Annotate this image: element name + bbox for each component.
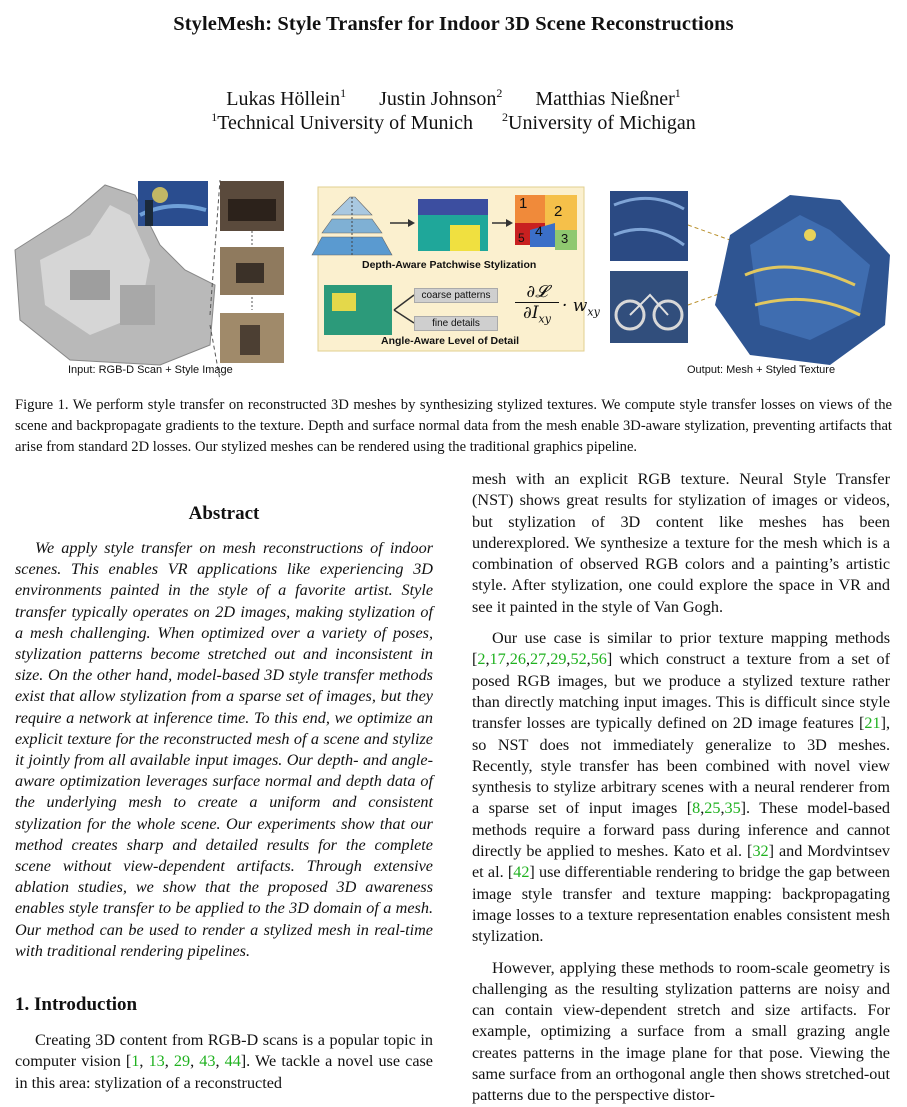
depth-aware-label: Depth-Aware Patchwise Stylization bbox=[362, 259, 537, 271]
author: Lukas Höllein$^1$ bbox=[226, 86, 347, 110]
figure-graphics bbox=[10, 175, 897, 385]
right-column bbox=[472, 469, 890, 1107]
affiliation: $^1$Technical University of Munich bbox=[211, 110, 473, 134]
patch-number: 5 bbox=[518, 231, 525, 245]
author: Matthias Nießner$^1$ bbox=[535, 86, 681, 110]
citation-link[interactable]: 1 bbox=[131, 1052, 140, 1071]
citation-link[interactable]: 52 bbox=[570, 650, 587, 669]
citation-link[interactable]: 8 bbox=[692, 799, 701, 818]
patch-number: 1 bbox=[519, 195, 528, 212]
affiliation-list bbox=[0, 104, 907, 136]
citation-link[interactable]: 29 bbox=[550, 650, 567, 669]
abstract-body: We apply style transfer on mesh reconstructions of indoor scenes. This enables VR applications like experiencing 3D environments painted in the style of a favorite artist. Style transfer typically operates on 2D images, making stylization of a mesh challenging. When optimized over a variety of poses, stylization patterns become stretched out and inconsistent in size. On the other hand, model-based 3D style transfer methods exist that allow stylization from a sparse set of images, but they require a network at inference time. To this end, we optimize an explicit texture for the reconstructed mesh of a scene and stylize it jointly from all available input images. Our depth- and angle-aware optimization leverages surface normal and depth data of the underlying mesh to create a uniform and consistent stylization for the whole scene. Our experiments show that our method creates sharp and detailed results for the complete scene without view-dependent artifacts. Through extensive ablation studies, we show that the proposed 3D awareness enables style transfer to be applied to the 3D domain of a mesh. Our method can be used to render a stylized mesh in real-time with traditional rendering pipelines. bbox=[15, 539, 433, 960]
patch-number: 2 bbox=[554, 203, 563, 220]
citation-link[interactable]: 2 bbox=[477, 650, 486, 669]
citation-link[interactable]: 42 bbox=[513, 863, 530, 882]
citation-link[interactable]: 44 bbox=[224, 1052, 241, 1071]
stylized-views bbox=[610, 191, 688, 343]
patch-number: 3 bbox=[561, 231, 569, 246]
intro-paragraph: Creating 3D content from RGB-D scans is a popular topic in computer vision [1, 13, 29, 43, 44]. We tackle a novel use case in this area: stylization of a reconstructed bbox=[15, 1031, 433, 1092]
citation-link[interactable]: 25 bbox=[704, 799, 721, 818]
patch-number: 4 bbox=[535, 223, 543, 239]
citation-link[interactable]: 32 bbox=[752, 842, 769, 861]
paper-title: StyleMesh: Style Transfer for Indoor 3D Scene Reconstructions bbox=[173, 13, 734, 35]
rgb-input-photos bbox=[220, 181, 284, 363]
fine-details-pill: fine details bbox=[414, 316, 498, 331]
citation-link[interactable]: 27 bbox=[530, 650, 547, 669]
citation-link[interactable]: 17 bbox=[489, 650, 506, 669]
body-paragraph: However, applying these methods to room-scale geometry is challenging as the resulting stylization patterns are noisy and can contain view-dependent stretch and size artifacts. For example, optimizing a surface from a small grazing angle creates patterns in the image plane for that pose. Viewing the same surface from an orthogonal angle then shows stretched-out patterns due to the perspective distor- bbox=[472, 958, 890, 1105]
loss-gradient-formula: ∂𝓛 $\partial I_{xy}$ bbox=[515, 282, 559, 325]
citation-link[interactable]: 26 bbox=[509, 650, 526, 669]
abstract-heading: Abstract bbox=[188, 503, 260, 524]
coarse-patterns-pill: coarse patterns bbox=[414, 288, 498, 303]
citation-link[interactable]: 29 bbox=[173, 1052, 191, 1071]
output-label: Output: Mesh + Styled Texture bbox=[687, 364, 836, 376]
angle-aware-label: Angle-Aware Level of Detail bbox=[381, 335, 520, 347]
weight-term: · $w_{xy}$ bbox=[562, 296, 600, 319]
citation-link[interactable]: 43 bbox=[199, 1052, 216, 1071]
citation-link[interactable]: 13 bbox=[148, 1052, 165, 1071]
author: Justin Johnson$^2$ bbox=[379, 86, 503, 110]
body-paragraph: mesh with an explicit RGB texture. Neural Style Transfer (NST) shows great results for stylization of images or videos, but stylization of 3D content like meshes has been underexplored. We synthesize a texture for the mesh which is a combination of observed RGB colors and a painting’s artistic style. After stylization, one could explore the space in VR and see it painted in the style of Van Gogh. bbox=[472, 470, 890, 616]
input-label: Input: RGB-D Scan + Style Image bbox=[68, 364, 233, 376]
output-styled-mesh bbox=[715, 195, 890, 365]
body-paragraph: Our use case is similar to prior texture mapping methods [2,17,26,27,29,52,56] which construct a texture from a set of posed RGB images, but we produce a stylized texture rather than directly matching input images. This is difficult since style transfer losses are typically defined on 2D image features [21], so NST does not immediately generalize to 3D meshes. Recently, style transfer has been combined with novel view synthesis to stylize arbitrary scenes with a neural renderer from a sparse set of input images [8,25,35]. These model-based methods require a forward pass during inference and cannot directly be applied to meshes. Kato et al. [32] and Mordvintsev et al. [42] use differentiable rendering to bridge the gap between image style transfer and texture mapping: backpropagating image losses to a texture representation enables consistent mesh stylization. bbox=[472, 629, 891, 946]
teaser-figure bbox=[10, 175, 897, 385]
citation-link[interactable]: 56 bbox=[590, 650, 607, 669]
citation-link[interactable]: 35 bbox=[724, 799, 741, 818]
introduction-heading: 1. Introduction bbox=[15, 994, 138, 1015]
affiliation: $^2$University of Michigan bbox=[502, 110, 696, 134]
citation-link[interactable]: 21 bbox=[864, 714, 881, 733]
figure-caption: Figure 1. We perform style transfer on reconstructed 3D meshes by synthesizing stylized textures. We compute style transfer losses on views of the scene and backpropagate gradients to the texture. Depth and surface normal data from the mesh enable 3D-aware stylization, preventing artifacts that arise from standard 2D losses. Our stylized meshes can be rendered using the traditional graphics pipeline. bbox=[15, 397, 892, 455]
style-image bbox=[138, 181, 208, 226]
